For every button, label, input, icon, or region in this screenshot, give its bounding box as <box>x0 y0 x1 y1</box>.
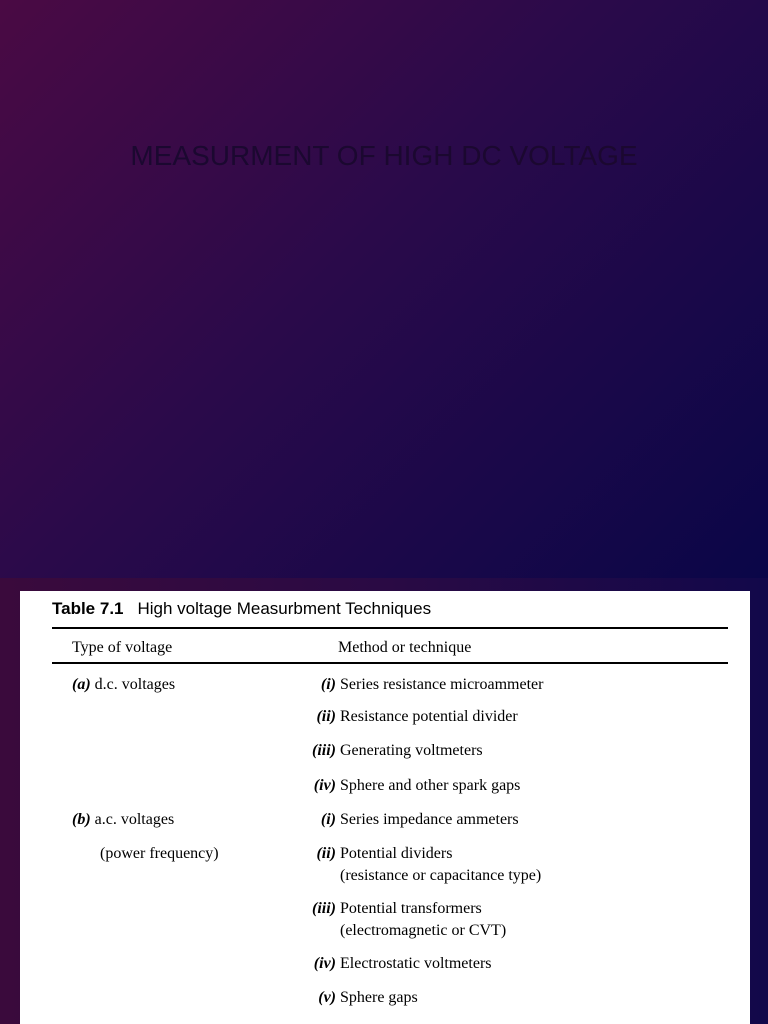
method-number: (iv) <box>313 777 336 794</box>
method-row <box>296 953 492 975</box>
method-row <box>296 674 543 696</box>
table-caption <box>52 599 431 619</box>
method-number: (i) <box>320 811 336 828</box>
method-number: (v) <box>318 989 336 1006</box>
method-row <box>296 809 519 831</box>
method-number: (ii) <box>316 708 336 725</box>
header-rule <box>52 662 728 664</box>
method-number: (iii) <box>312 900 336 917</box>
method-text: Electrostatic voltmeters <box>340 955 492 972</box>
method-number: (ii) <box>316 845 336 862</box>
method-text: Generating voltmeters <box>340 742 483 759</box>
method-subtext: (electromagnetic or CVT) <box>340 922 507 939</box>
method-row <box>296 898 482 920</box>
table-title: High voltage Measurbment Techniques <box>137 599 432 618</box>
method-row <box>296 987 418 1009</box>
group-b-subtype: (power frequency) <box>100 845 219 862</box>
group-b-label: (b) <box>72 811 91 828</box>
method-row <box>296 740 483 762</box>
method-row <box>296 775 520 797</box>
method-subtext: (resistance or capacitance type) <box>340 867 542 884</box>
method-text: Series impedance ammeters <box>340 811 519 828</box>
method-text: Potential dividers <box>340 845 453 862</box>
method-text: Sphere gaps <box>340 989 418 1006</box>
top-rule <box>52 627 728 629</box>
method-text: Sphere and other spark gaps <box>340 777 521 794</box>
method-text: Resistance potential divider <box>340 708 518 725</box>
group-a-label: (a) <box>72 676 91 693</box>
group-b-type-text: a.c. voltages <box>94 811 175 828</box>
method-number: (iv) <box>313 955 336 972</box>
table-number: Table 7.1 <box>52 599 124 618</box>
method-number: (i) <box>320 676 336 693</box>
table-document <box>20 591 750 1024</box>
group-b-type <box>72 809 174 831</box>
method-text: Series resistance microammeter <box>340 676 544 693</box>
slide-title: MEASURMENT OF HIGH DC VOLTAGE <box>130 140 638 171</box>
method-text: Potential transformers <box>340 900 482 917</box>
method-row <box>296 843 452 865</box>
group-a-type <box>72 674 175 696</box>
header-type: Type of voltage <box>72 639 173 656</box>
method-row <box>296 706 518 728</box>
method-number: (iii) <box>312 742 336 759</box>
group-a-type-text: d.c. voltages <box>94 676 176 693</box>
header-method: Method or technique <box>338 639 472 656</box>
